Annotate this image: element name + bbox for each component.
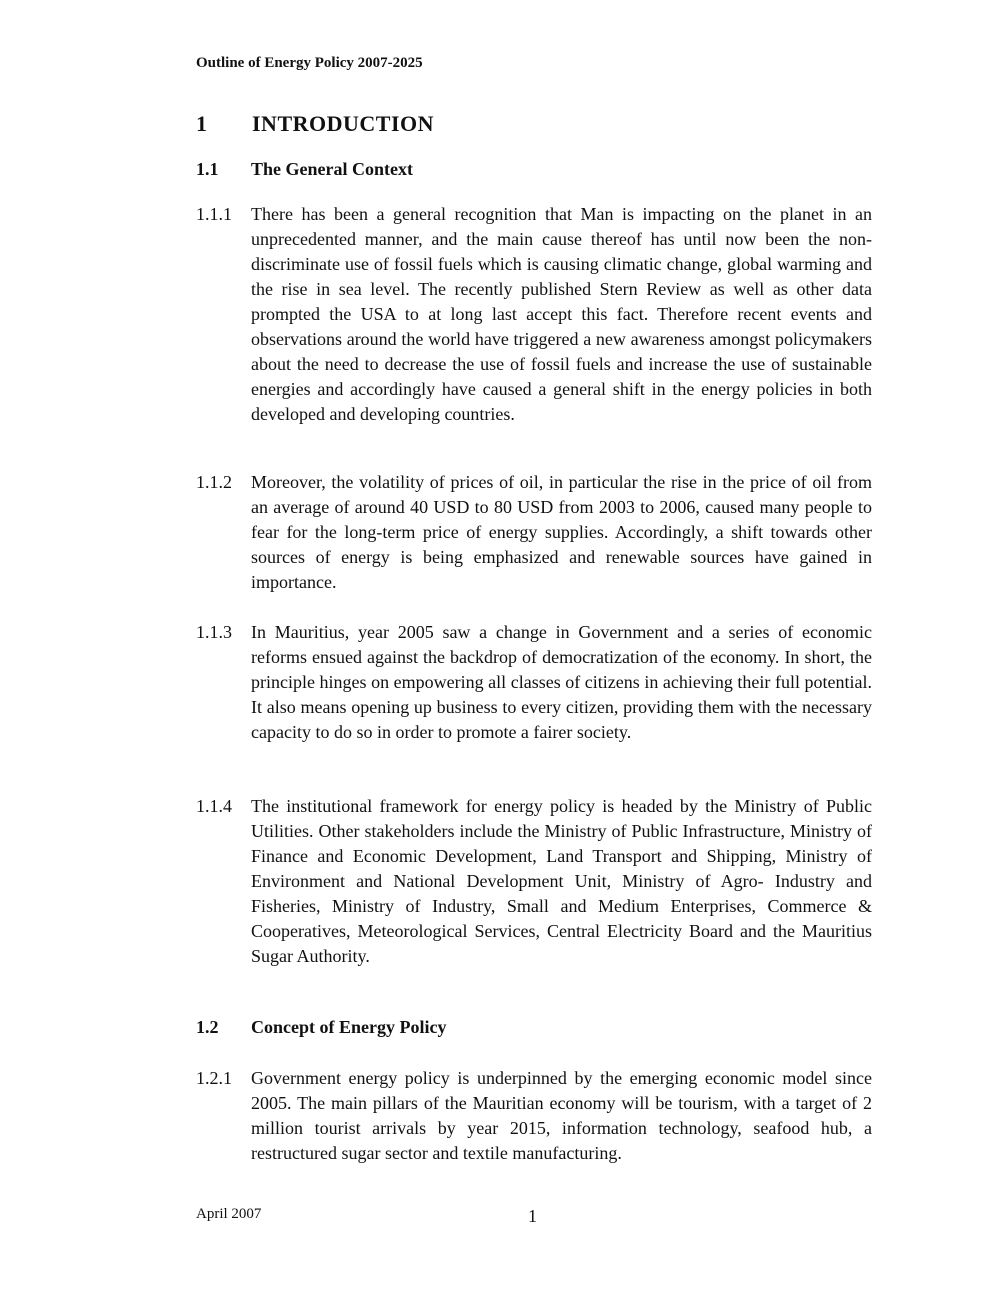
paragraph-text: The institutional framework for energy policy is headed by the Ministry of Public Utilities. Other stakeholders include the Ministry of Public Infrastructure, Ministry of Finance and Economic Development, Land Transport and Shipping, Ministry of Environment and National Development Unit, Ministry of Agro- Industry and Fisheries, Ministry of Industry, Small and Medium Enterprises, Commerce & Cooperatives, Meteorological Services, Central Electricity Board and the Mauritius Sugar Authority. <box>251 796 872 966</box>
paragraph-number: 1.1.4 <box>196 796 232 816</box>
paragraph-number: 1.2.1 <box>196 1068 232 1088</box>
subsection-title: Concept of Energy Policy <box>251 1017 447 1037</box>
paragraph-text: In Mauritius, year 2005 saw a change in Government and a series of economic reforms ensued against the backdrop of democratization of the economy. In short, the principle hinges on empowering all classes of citizens in achieving their full potential. It also means opening up business to every citizen, providing them with the necessary capacity to do so in order to promote a fairer society. <box>251 622 872 742</box>
page-number: 1 <box>528 1206 537 1226</box>
paragraph-number: 1.1.3 <box>196 622 232 642</box>
footer-date: April 2007 <box>196 1206 262 1222</box>
section-title: INTRODUCTION <box>252 111 435 136</box>
subsection-number: 1.1 <box>196 159 219 179</box>
subsection-number: 1.2 <box>196 1017 219 1037</box>
paragraph-number: 1.1.2 <box>196 472 232 492</box>
paragraph-text: There has been a general recognition that Man is impacting on the planet in an unprecedented manner, and the main cause thereof has until now been the non-discriminate use of fossil fuels which is causing climatic change, global warming and the rise in sea level. The recently published Stern Review as well as other data prompted the USA to at long last accept this fact. Therefore recent events and observations around the world have triggered a new awareness amongst policymakers about the need to decrease the use of fossil fuels and increase the use of sustainable energies and accordingly have caused a general shift in the energy policies in both developed and developing countries. <box>251 204 872 424</box>
paragraph-text: Moreover, the volatility of prices of oil, in particular the rise in the price of oil from an average of around 40 USD to 80 USD from 2003 to 2006, caused many people to fear for the long-term price of energy supplies. Accordingly, a shift towards other sources of energy is being emphasized and renewable sources have gained in importance. <box>251 472 872 592</box>
subsection-title: The General Context <box>251 159 413 179</box>
running-header: Outline of Energy Policy 2007-2025 <box>196 55 423 71</box>
paragraph-number: 1.1.1 <box>196 204 232 224</box>
section-number: 1 <box>196 111 208 136</box>
paragraph-text: Government energy policy is underpinned by the emerging economic model since 2005. The main pillars of the Mauritian economy will be tourism, with a target of 2 million tourist arrivals by year 2015, information technology, seafood hub, a restructured sugar sector and textile manufacturing. <box>251 1068 872 1163</box>
